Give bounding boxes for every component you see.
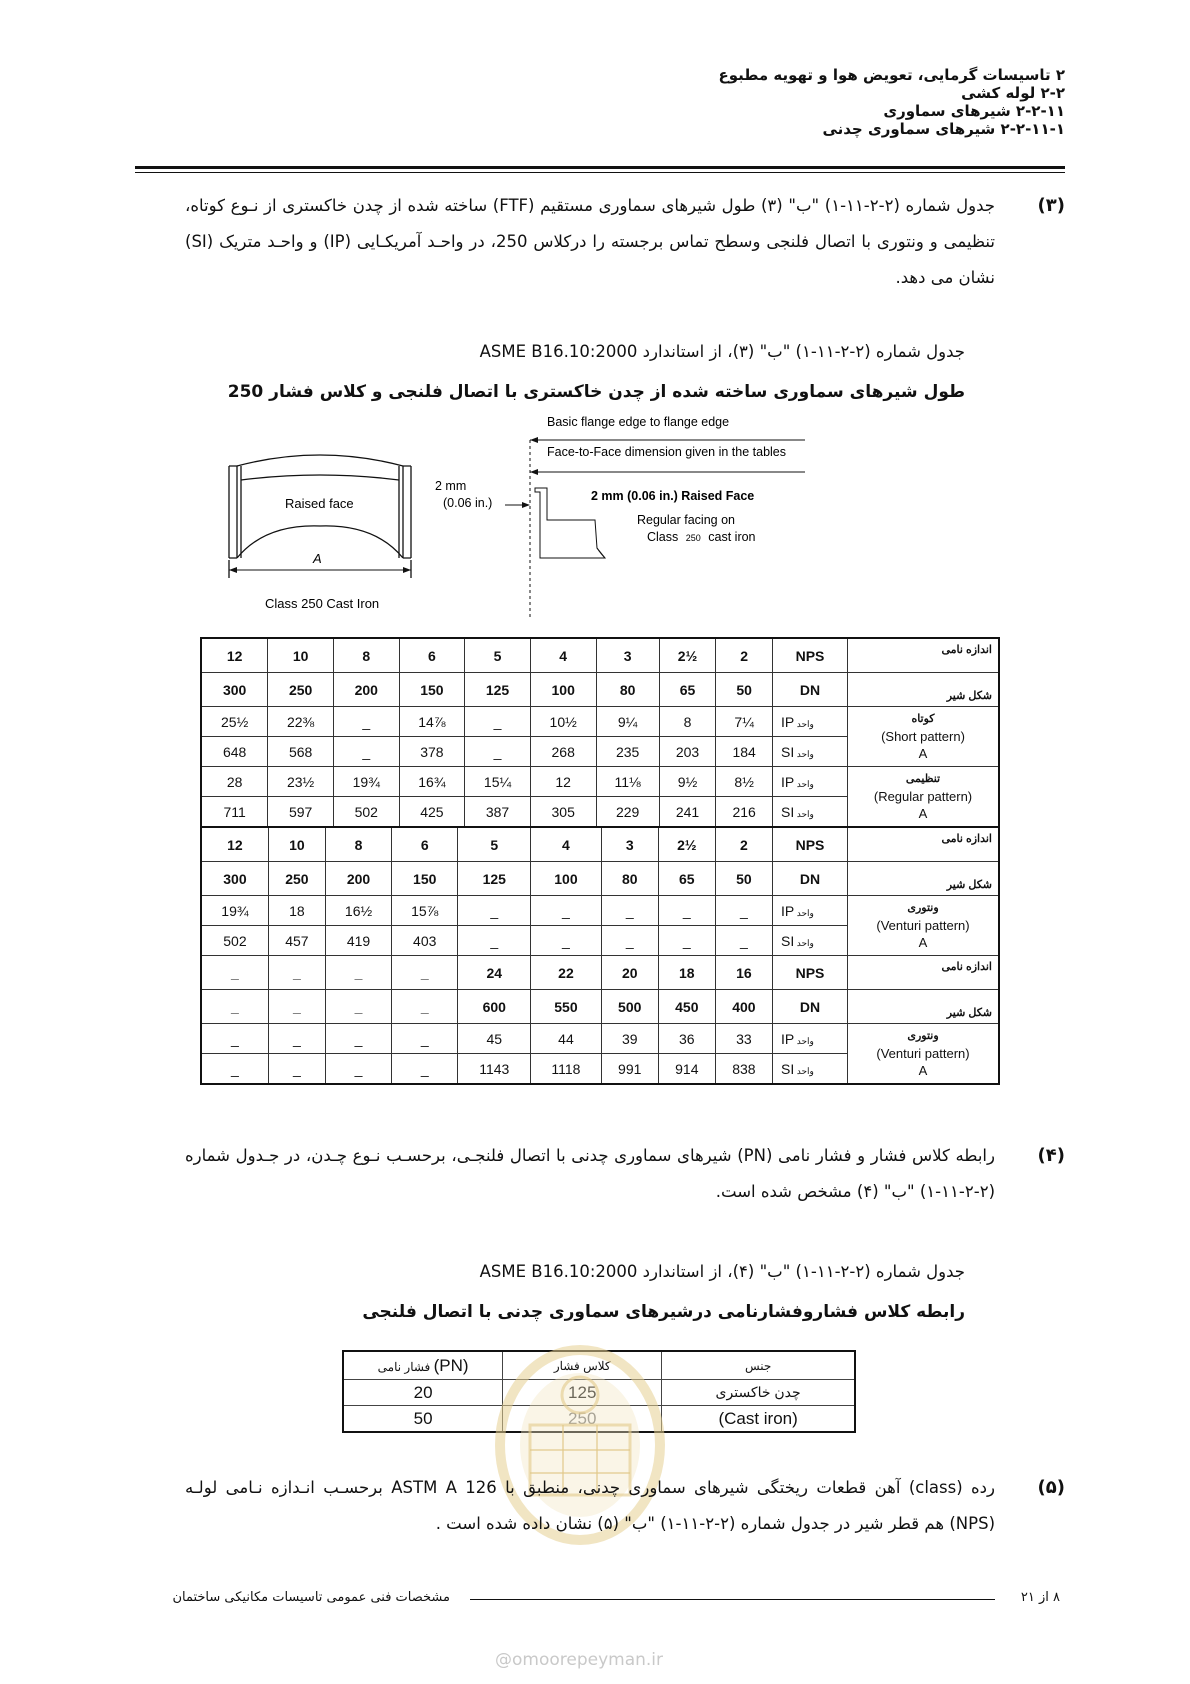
dimension-a-label: A [313,551,322,566]
pattern-dimension-a: A [918,746,928,761]
paragraph-5 [185,1470,1065,1550]
table-row [201,707,999,737]
value-cell: 80 [601,862,658,896]
header-line-1: ۲ تاسیسات گرمایی، تعویض هوا و تهویه مطبوع [718,66,1065,84]
value-cell: _ [333,737,399,767]
arrow-left-icon [229,567,237,573]
value-cell: 9½ [659,767,716,797]
two-mm-label: 2 mm [435,479,467,493]
pattern-name-fa: ونتوری [907,902,939,914]
value-cell: 23½ [268,767,334,797]
ftf-label: Face-to-Face dimension given in the tables [547,445,787,459]
value-cell: 991 [601,1054,658,1085]
value-cell: _ [601,896,658,926]
raised-face-2mm-label: 2 mm (0.06 in.) Raised Face [591,489,755,503]
pattern-name [848,1024,1000,1085]
unit-word: واحد [794,907,814,918]
value-cell: _ [392,1024,458,1054]
value-cell: _ [715,896,772,926]
value-cell: 45 [458,1024,531,1054]
value-cell: 10 [268,638,334,673]
value-cell: 3 [601,827,658,862]
value-cell: 268 [530,737,596,767]
valve-shape-label: شکل شیر [848,990,1000,1024]
pn-cell: 50 [343,1406,503,1433]
flange-figure [225,415,895,620]
unit-word: واحد [794,748,814,759]
value-cell: 22⅜ [268,707,334,737]
unit-word: واحد [794,1065,814,1076]
value-cell: 15⅞ [392,896,458,926]
value-cell: 19¾ [201,896,268,926]
value-cell: _ [325,956,391,990]
pattern-name-en: (Short pattern) [881,729,965,744]
value-cell: 19¾ [333,767,399,797]
value-cell: _ [658,896,715,926]
arrow-icon [530,469,538,475]
value-cell: _ [325,1054,391,1085]
value-cell: 10 [268,827,325,862]
pattern-name-en: (Venturi pattern) [876,918,970,933]
pn-cell: 20 [343,1380,503,1406]
value-cell: 12 [530,767,596,797]
pattern-dimension-a: A [918,1063,928,1078]
value-cell: 597 [268,797,334,828]
value-cell: 33 [715,1024,772,1054]
pattern-name [848,896,1000,956]
value-cell: _ [268,990,325,1024]
unit-code: IP [781,773,795,790]
material-fa-cell: چدن خاکستری [662,1380,855,1406]
value-cell: 450 [658,990,715,1024]
value-cell: 216 [716,797,773,828]
unit-code: SI [781,932,795,949]
footer-title: مشخصات فنی عمومی تاسیسات مکانیکی ساختمان [172,1590,450,1605]
size-nominal-label: اندازه نامی [848,956,1000,990]
value-cell: 25½ [201,707,268,737]
unit-label [773,926,848,956]
value-cell: 711 [201,797,268,828]
value-cell: 125 [458,862,531,896]
value-cell: 44 [531,1024,601,1054]
table-row [201,827,999,862]
value-cell: 235 [596,737,659,767]
value-cell: 1143 [458,1054,531,1085]
value-cell: 14⅞ [399,707,465,737]
value-cell: 28 [201,767,268,797]
header-material: جنس [662,1351,855,1380]
pattern-dimension-a: A [918,806,928,821]
nps-label: NPS [773,827,848,862]
value-cell: 16½ [325,896,391,926]
value-cell: 6 [392,827,458,862]
value-cell: 502 [333,797,399,828]
nps-label: NPS [773,638,848,673]
value-cell: 12 [201,827,268,862]
value-cell: 24 [458,956,531,990]
value-cell: 305 [530,797,596,828]
header-rule-thick [135,166,1065,169]
unit-label [773,797,848,828]
header-line-3: ۲-۲-۱۱ شیرهای سماوری [883,102,1065,120]
unit-word: واحد [794,1035,814,1046]
table-row [201,638,999,673]
unit-code: IP [781,713,795,730]
value-cell: 20 [601,956,658,990]
value-cell: 65 [659,673,716,707]
pattern-dimension-a: A [918,935,928,950]
inch-label: (0.06 in.) [443,496,493,510]
value-cell: 15¼ [465,767,531,797]
value-cell: 150 [392,862,458,896]
value-cell: 22 [531,956,601,990]
table1-caption: جدول شماره (۲-۲-۱۱-۱) "ب" (۳)، از استاندارد ASME B16.10:2000 [479,342,965,361]
paragraph-4 [185,1138,1065,1218]
value-cell: _ [268,1054,325,1085]
value-cell: 400 [715,990,772,1024]
arrow-icon [522,502,530,508]
dn-label: DN [773,673,848,707]
value-cell: 125 [465,673,531,707]
unit-code: SI [781,743,795,760]
pattern-name-en: (Venturi pattern) [876,1046,970,1061]
header-line-4: ۲-۲-۱۱-۱ شیرهای سماوری چدنی [822,120,1065,138]
value-cell: 568 [268,737,334,767]
value-cell: 550 [531,990,601,1024]
length-table-venturi [200,826,1000,1085]
header-nominal-pressure: فشار نامی (PN) [343,1351,503,1380]
value-cell: _ [268,1024,325,1054]
paragraph-text: رده (class) آهن قطعات ریختگی شیرهای سماوری چدنی، منطبق با ASTM A 126 برحسـب انـدازه نـامی لولـه (NPS) هم قطر شیر در جدول شماره (۲-۲-۱۱-۱) "ب" (۵) نشان داده شده است . [185,1478,995,1533]
pattern-name-fa: کوتاه [911,713,935,725]
page-number: ۸ از ۲۱ [1020,1590,1060,1605]
unit-code: SI [781,1060,795,1077]
value-cell: 9¼ [596,707,659,737]
value-cell: 378 [399,737,465,767]
value-cell: _ [201,956,268,990]
table1-title: طول شیرهای سماوری ساخته شده از چدن خاکستری با اتصال فلنجی و کلاس فشار 250 [227,382,965,402]
value-cell: 229 [596,797,659,828]
value-cell: _ [201,990,268,1024]
unit-label [773,896,848,926]
value-cell: 7¼ [716,707,773,737]
value-cell: 16 [715,956,772,990]
value-cell: 100 [531,862,601,896]
table-row [201,767,999,797]
value-cell: 18 [658,956,715,990]
paragraph-number: (۳) [1037,195,1065,216]
unit-word: واحد [794,808,814,819]
value-cell: 419 [325,926,391,956]
value-cell: 36 [658,1024,715,1054]
value-cell: 5 [458,827,531,862]
value-cell: 65 [658,862,715,896]
dn-label: DN [773,862,848,896]
pattern-name-en: (Regular pattern) [873,789,973,804]
value-cell: 3 [596,638,659,673]
paragraph-number: (۴) [1037,1145,1065,1166]
value-cell: 838 [715,1054,772,1085]
unit-word: واحد [794,937,814,948]
regular-facing-label: Regular facing on [637,513,735,527]
dn-label: DN [773,990,848,1024]
value-cell: 8 [333,638,399,673]
paragraph-3 [185,188,1065,298]
value-cell: _ [201,1054,268,1085]
unit-code: IP [781,902,795,919]
value-cell: 250 [268,862,325,896]
table-row [201,1024,999,1054]
value-cell: 8 [659,707,716,737]
value-cell: 8½ [716,767,773,797]
class-250-label: Class 250 Cast Iron [265,596,380,611]
length-table-short-regular [200,637,1000,828]
unit-label [773,737,848,767]
value-cell: _ [201,1024,268,1054]
unit-label [773,1024,848,1054]
value-cell: 4 [530,638,596,673]
raised-face-label: Raised face [285,496,354,511]
value-cell: 10½ [530,707,596,737]
value-cell: _ [268,956,325,990]
value-cell: 502 [201,926,268,956]
value-cell: _ [458,926,531,956]
value-cell: 600 [458,990,531,1024]
basic-edge-label: Basic flange edge to flange edge [547,415,730,429]
class-cell: 125 [503,1380,662,1406]
valve-shape-label: شکل شیر [848,673,1000,707]
value-cell: 250 [268,673,334,707]
value-cell: 241 [659,797,716,828]
unit-label [773,767,848,797]
value-cell: 150 [399,673,465,707]
pattern-name-fa: ونتوری [907,1030,939,1042]
value-cell: 200 [333,673,399,707]
value-cell: 648 [201,737,268,767]
paragraph-number: (۵) [1037,1477,1065,1498]
value-cell: 50 [716,673,773,707]
value-cell: 2½ [659,638,716,673]
arrow-icon [530,437,538,443]
paragraph-text: جدول شماره (۲-۲-۱۱-۱) "ب" (۳) طول شیرهای سماوری مستقیم (FTF) ساخته شده از چدن خاکستری از نـوع کوتاه، تنظیمی و ونتوری با اتصال فلنجی وسطح تماس برجسته را درکلاس 250، در واحـد آمریکـایی (IP) و واحـد متریک (SI) نشان می دهد. [185,196,996,287]
value-cell: _ [531,896,601,926]
arrow-right-icon [403,567,411,573]
table-row [201,956,999,990]
value-cell: 457 [268,926,325,956]
pattern-name [848,707,1000,767]
value-cell: 200 [325,862,391,896]
value-cell: _ [465,737,531,767]
value-cell: 16¾ [399,767,465,797]
value-cell: _ [392,1054,458,1085]
header-rule-thin [135,172,1065,173]
table-row [201,862,999,896]
value-cell: 914 [658,1054,715,1085]
value-cell: 2 [715,827,772,862]
value-cell: 300 [201,862,268,896]
value-cell: 184 [716,737,773,767]
value-cell: _ [325,990,391,1024]
site-watermark: @omoorepeyman.ir [495,1650,664,1670]
value-cell: _ [333,707,399,737]
value-cell: 387 [465,797,531,828]
header-pressure-class: کلاس فشار [503,1351,662,1380]
value-cell: 39 [601,1024,658,1054]
value-cell: _ [325,1024,391,1054]
regular-class-label: Class 250 cast iron [647,530,756,544]
table-row [201,990,999,1024]
unit-word: واحد [794,778,814,789]
table2-title: رابطه کلاس فشاروفشارنامی درشیرهای سماوری چدنی با اتصال فلنجی [362,1302,965,1322]
value-cell: 100 [530,673,596,707]
value-cell: _ [392,956,458,990]
value-cell: 6 [399,638,465,673]
value-cell: 80 [596,673,659,707]
value-cell: 500 [601,990,658,1024]
unit-word: واحد [794,718,814,729]
value-cell: _ [658,926,715,956]
header-line-2: ۲-۲ لوله کشی [961,84,1065,102]
class-cell: 250 [503,1406,662,1433]
value-cell: 50 [715,862,772,896]
pattern-name-fa: تنظیمی [905,773,941,785]
unit-label [773,707,848,737]
value-cell: 300 [201,673,268,707]
table-row [201,896,999,926]
value-cell: _ [531,926,601,956]
value-cell: 2½ [658,827,715,862]
table2-caption: جدول شماره (۲-۲-۱۱-۱) "ب" (۴)، از استاندارد ASME B16.10:2000 [479,1262,965,1281]
value-cell: 2 [716,638,773,673]
value-cell: _ [392,990,458,1024]
value-cell: _ [715,926,772,956]
value-cell: _ [458,896,531,926]
value-cell: 12 [201,638,268,673]
section-header [718,66,1065,138]
footer-rule [470,1599,995,1600]
value-cell: _ [601,926,658,956]
value-cell: 8 [325,827,391,862]
value-cell: 5 [465,638,531,673]
value-cell: 11⅛ [596,767,659,797]
size-nominal-label: اندازه نامی [848,827,1000,862]
unit-code: IP [781,1030,795,1047]
value-cell: 1118 [531,1054,601,1085]
table-row [201,673,999,707]
size-nominal-label: اندازه نامی [848,638,1000,673]
value-cell: 425 [399,797,465,828]
pattern-name [848,767,1000,828]
material-en-cell: (Cast iron) [662,1406,855,1433]
value-cell: 18 [268,896,325,926]
valve-shape-label: شکل شیر [848,862,1000,896]
unit-label [773,1054,848,1085]
value-cell: 4 [531,827,601,862]
nps-label: NPS [773,956,848,990]
paragraph-text: رابطه کلاس فشار و فشار نامی (PN) شیرهای سماوری چدنی با اتصال فلنجـی، برحسـب نـوع چـدن، در جـدول شماره (۲-۲-۱۱-۱) "ب" (۴) مشخص شده است. [185,1146,995,1201]
value-cell: 203 [659,737,716,767]
watermark-seal [480,1335,680,1590]
value-cell: 403 [392,926,458,956]
value-cell: _ [465,707,531,737]
unit-code: SI [781,803,795,820]
